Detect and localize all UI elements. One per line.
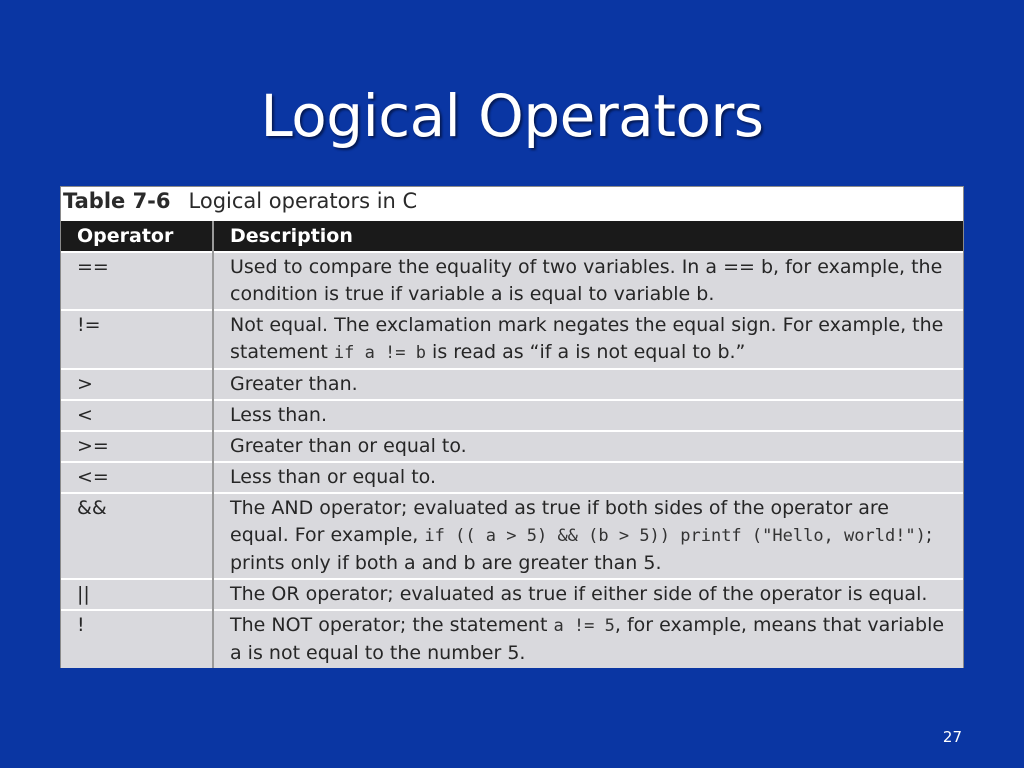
table-caption-label: Table 7-6 (63, 189, 171, 213)
description-text: The OR operator; evaluated as true if either side of the operator is equal. (230, 583, 928, 605)
table-row (61, 462, 963, 493)
description-cell (213, 579, 963, 610)
table-caption (61, 187, 963, 221)
description-text: Greater than. (230, 373, 358, 395)
table-row (61, 579, 963, 610)
description-text: Used to compare the equality of two variables. In a == b, for example, the condition is true if variable a is equal to variable b. (230, 256, 943, 305)
description-cell (213, 431, 963, 462)
description-cell (213, 310, 963, 369)
logical-operators-table (60, 186, 964, 668)
table-caption-text: Logical operators in C (188, 189, 418, 213)
description-cell (213, 369, 963, 400)
description-cell (213, 493, 963, 579)
code-snippet: if a != b (333, 343, 426, 363)
operator-cell: != (61, 310, 213, 369)
operator-cell: <= (61, 462, 213, 493)
slide-title: Logical Operators (260, 82, 764, 150)
operator-cell: || (61, 579, 213, 610)
operator-cell: > (61, 369, 213, 400)
operator-grid (61, 221, 963, 668)
slide-number: 27 (942, 728, 962, 746)
description-text: Not equal. The exclamation mark negates the equal sign. For example, the statement (230, 314, 944, 363)
operator-cell: == (61, 252, 213, 310)
header-description: Description (213, 221, 963, 252)
code-snippet: a != 5 (553, 616, 615, 636)
operator-cell: ! (61, 610, 213, 668)
description-text: The NOT operator; the statement (230, 614, 554, 636)
table-row (61, 610, 963, 668)
description-text: Less than. (230, 404, 327, 426)
description-text: Less than or equal to. (230, 466, 437, 488)
table-row (61, 252, 963, 310)
description-text: is read as “if a is not equal to b.” (426, 341, 746, 363)
table-row (61, 400, 963, 431)
header-row (61, 221, 963, 252)
description-text: The AND operator; evaluated as true if both sides of the operator are equal. For example, (230, 497, 889, 546)
operator-cell: < (61, 400, 213, 431)
description-cell (213, 462, 963, 493)
header-operator: Operator (61, 221, 213, 252)
description-text: , for example, means that variable a is not equal to the number 5. (230, 614, 945, 664)
description-text: ; prints only if both a and b are greater than 5. (230, 524, 933, 574)
operator-cell: >= (61, 431, 213, 462)
operator-cell: && (61, 493, 213, 579)
table-row (61, 369, 963, 400)
description-text: Greater than or equal to. (230, 435, 467, 457)
description-cell (213, 610, 963, 668)
code-snippet: if (( a > 5) && (b > 5)) printf ("Hello, world!") (424, 526, 926, 546)
table-row (61, 431, 963, 462)
description-cell (213, 400, 963, 431)
description-cell (213, 252, 963, 310)
table-row (61, 493, 963, 579)
table-row (61, 310, 963, 369)
